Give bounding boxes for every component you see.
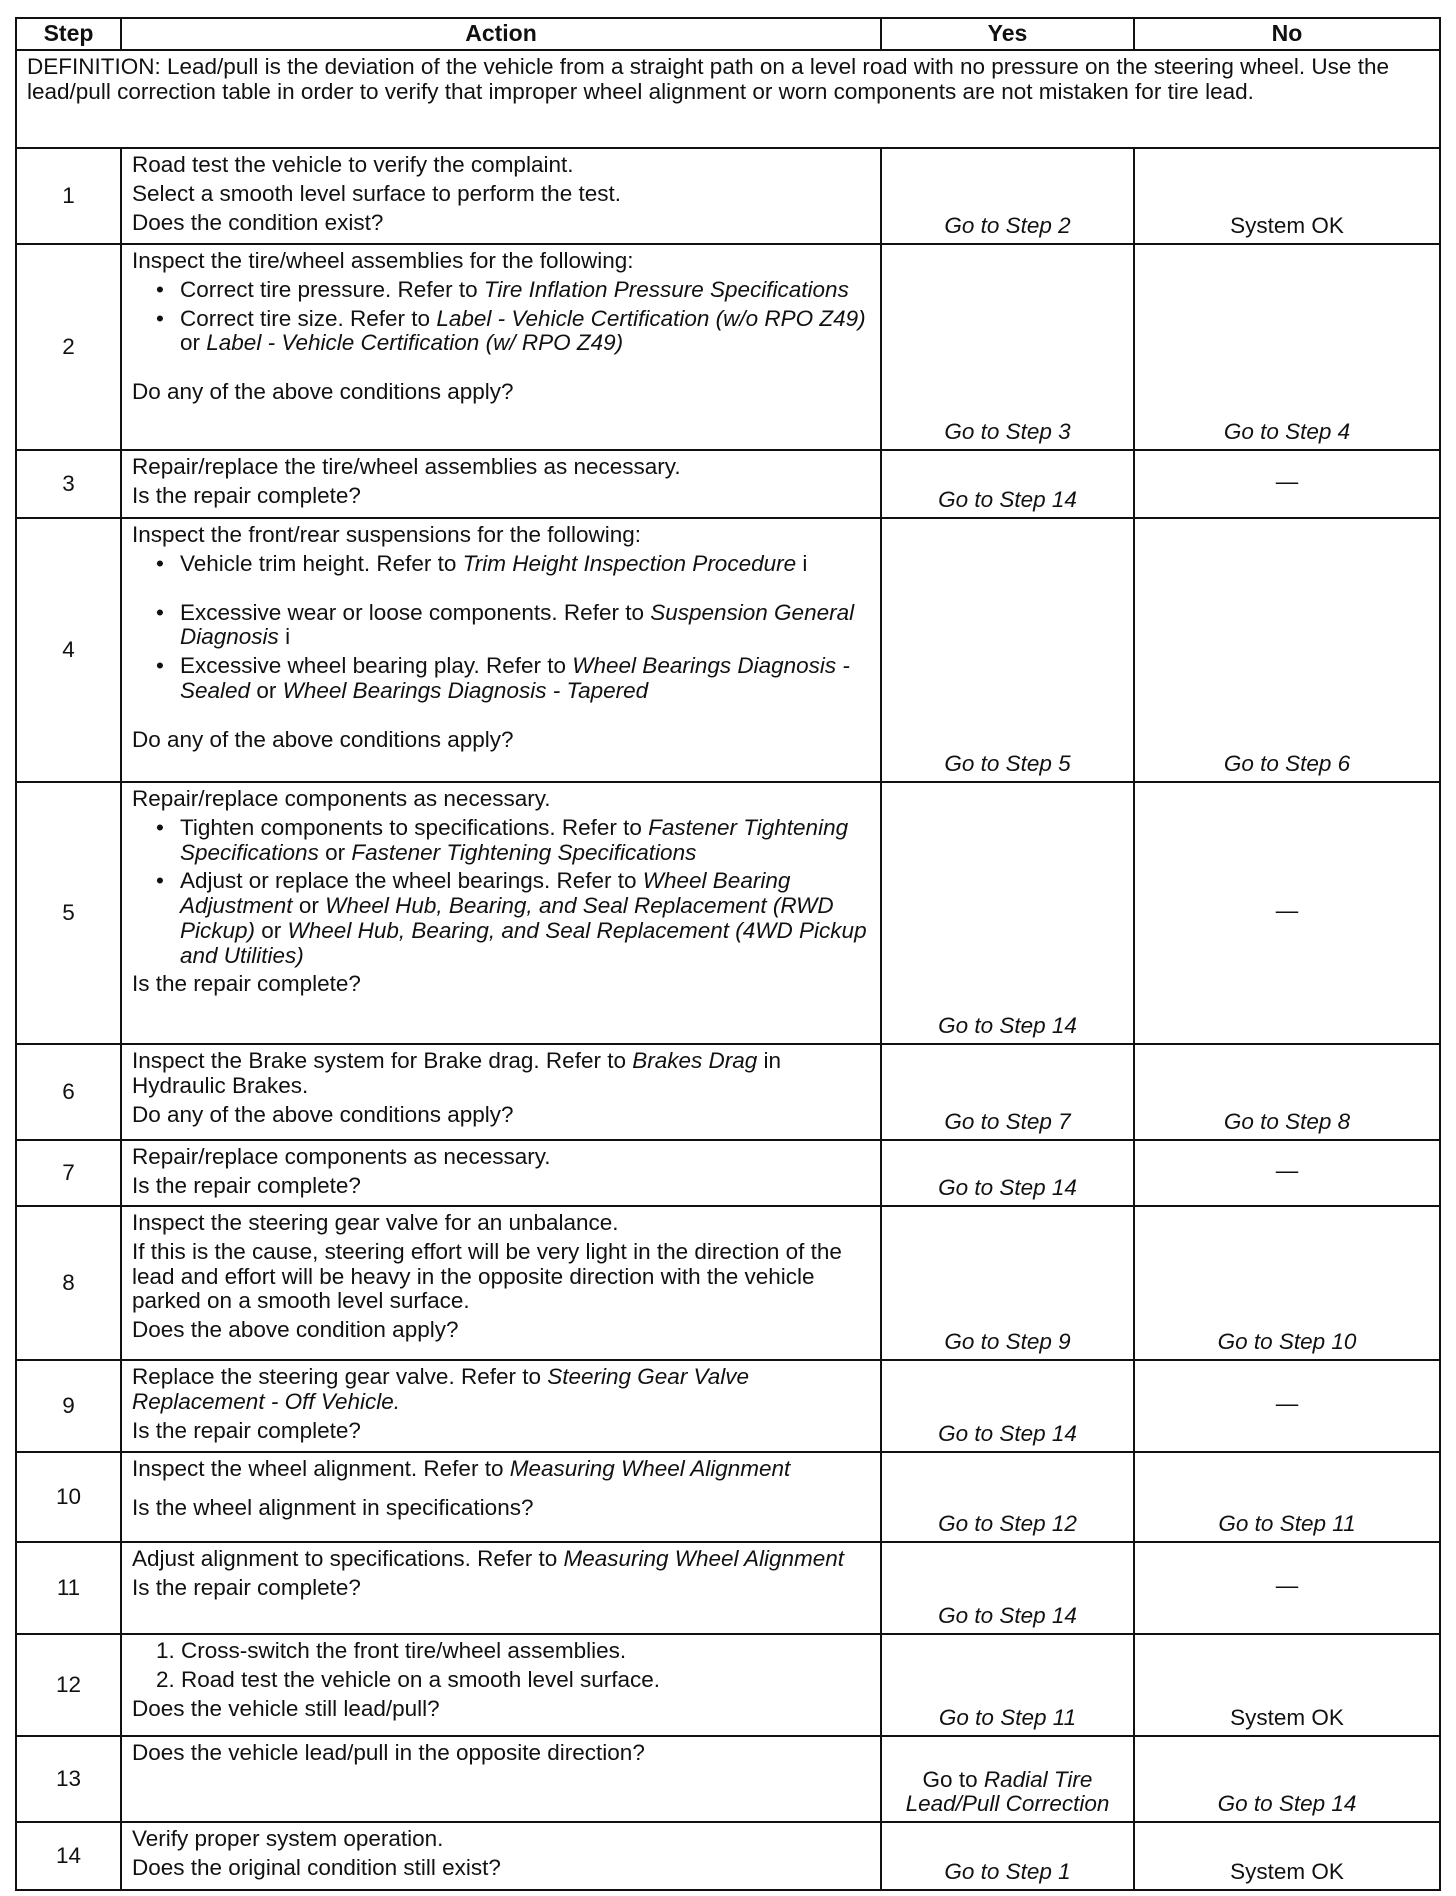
- item-text: Cross-switch the front tire/wheel assemblies.: [181, 1638, 627, 1663]
- reference-link: Brakes Drag: [632, 1048, 758, 1073]
- yes-cell: Go to Step 9: [881, 1206, 1134, 1360]
- diagnostic-table: [15, 17, 1441, 1891]
- yes-cell: Go to Step 14: [881, 782, 1134, 1044]
- action-question: Is the wheel alignment in specifications?: [132, 1494, 534, 1520]
- action-line: Road test the vehicle to verify the complaint.: [132, 152, 574, 177]
- no-cell: —: [1134, 1360, 1440, 1452]
- yes-cell: Go to Step 14: [881, 450, 1134, 518]
- step-number: 13: [16, 1736, 121, 1822]
- no-cell: —: [1134, 450, 1440, 518]
- no-cell: System OK: [1134, 1822, 1440, 1890]
- yes-cell: [881, 1736, 1134, 1822]
- intro-text: Inspect the Brake system for Brake drag. Refer to: [132, 1048, 633, 1073]
- bullet-item: [132, 307, 870, 357]
- bullet-text: or: [292, 893, 326, 918]
- table-row: [16, 1140, 1440, 1206]
- action-intro: Inspect the steering gear valve for an unbalance.: [132, 1210, 619, 1235]
- yes-cell: Go to Step 2: [881, 148, 1134, 244]
- reference-link: Fastener Tightening Specifications: [180, 814, 849, 865]
- step-number: 5: [16, 782, 121, 1044]
- bullet-text: i: [278, 624, 291, 650]
- action-intro: Verify proper system operation.: [132, 1826, 444, 1851]
- action-question: Is the repair complete?: [132, 1172, 361, 1198]
- bullet-text: or: [255, 917, 288, 943]
- yes-cell: Go to Step 1: [881, 1822, 1134, 1890]
- intro-text: Adjust alignment to specifications. Refer to: [132, 1546, 564, 1571]
- bullet-item: [132, 601, 870, 651]
- table-row: [16, 1206, 1440, 1360]
- bullet-text: Tighten components to specifications. Refer to: [180, 814, 649, 840]
- yes-text: Go to: [922, 1766, 984, 1792]
- action-question: Does the vehicle lead/pull in the opposite direction?: [132, 1740, 645, 1765]
- action-intro: [132, 1547, 870, 1572]
- bullet-item: [132, 552, 870, 577]
- reference-link: Wheel Hub, Bearing, and Seal Replacement (RWD Pickup): [180, 893, 834, 943]
- reference-link: Measuring Wheel Alignment: [509, 1456, 791, 1481]
- table-row: [16, 244, 1440, 450]
- reference-link: Radial Tire Lead/Pull Correction: [905, 1766, 1110, 1817]
- action-intro: Repair/replace the tire/wheel assemblies as necessary.: [132, 454, 681, 479]
- intro-text: Inspect the wheel alignment. Refer to: [132, 1456, 510, 1481]
- action-line: Select a smooth level surface to perform the test.: [132, 180, 621, 206]
- reference-link: Wheel Hub, Bearing, and Seal Replacement (4WD Pickup and Utilities): [180, 917, 867, 968]
- bullet-text: Excessive wheel bearing play. Refer to: [180, 653, 573, 678]
- step-number: 14: [16, 1822, 121, 1890]
- no-cell: —: [1134, 782, 1440, 1044]
- action-cell: [121, 1452, 881, 1542]
- action-cell: [121, 450, 881, 518]
- yes-cell: Go to Step 5: [881, 518, 1134, 782]
- no-cell: —: [1134, 1542, 1440, 1634]
- reference-link: Steering Gear Valve Replacement - Off Vehicle.: [132, 1364, 750, 1414]
- action-question: Is the repair complete?: [132, 1417, 361, 1443]
- bullet-text: Correct tire pressure. Refer to: [180, 276, 484, 302]
- bullet-text: Vehicle trim height. Refer to: [180, 550, 463, 576]
- reference-link: Wheel Bearings Diagnosis - Sealed: [180, 653, 850, 703]
- no-cell: System OK: [1134, 1634, 1440, 1736]
- yes-cell: Go to Step 7: [881, 1044, 1134, 1140]
- bullet-text: Excessive wear or loose components. Refer to: [180, 599, 651, 625]
- definition-text: DEFINITION: Lead/pull is the deviation of the vehicle from a straight path on a level road with no pressure on the steering wheel. Use the lead/pull correction table in order to verify that improper wheel alignment or worn components are not mistaken for tire lead.: [16, 50, 1440, 148]
- step-number: 2: [16, 244, 121, 450]
- definition-row: [16, 50, 1440, 148]
- reference-link: Trim Height Inspection Procedure: [462, 550, 797, 576]
- table-row: [16, 148, 1440, 244]
- step-number: 8: [16, 1206, 121, 1360]
- step-number: 1: [16, 148, 121, 244]
- header-step: Step: [16, 18, 121, 50]
- header-yes: Yes: [881, 18, 1134, 50]
- action-intro: [132, 1049, 870, 1099]
- item-number: 1.: [156, 1638, 175, 1663]
- step-number: 4: [16, 518, 121, 782]
- action-question: Does the above condition apply?: [132, 1317, 459, 1342]
- no-cell: Go to Step 6: [1134, 518, 1440, 782]
- step-number: 7: [16, 1140, 121, 1206]
- bullet-item: [132, 654, 870, 704]
- no-cell: Go to Step 4: [1134, 244, 1440, 450]
- yes-cell: Go to Step 11: [881, 1634, 1134, 1736]
- action-question: Is the repair complete?: [132, 971, 361, 997]
- table-row: [16, 1822, 1440, 1890]
- numbered-item: [132, 1668, 870, 1693]
- bullet-text: i: [796, 550, 808, 576]
- item-text: Road test the vehicle on a smooth level surface.: [181, 1666, 661, 1692]
- yes-cell: Go to Step 14: [881, 1140, 1134, 1206]
- action-cell: [121, 1736, 881, 1822]
- action-cell: [121, 782, 881, 1044]
- action-question: Does the condition exist?: [132, 209, 384, 235]
- action-intro: Repair/replace components as necessary.: [132, 786, 551, 811]
- bullet-text: or: [180, 330, 207, 356]
- no-cell: Go to Step 8: [1134, 1044, 1440, 1140]
- action-intro: Inspect the tire/wheel assemblies for the following:: [132, 248, 634, 273]
- action-detail: If this is the cause, steering effort will be very light in the direction of the lead and effort will be heavy in the opposite direction with the vehicle parked on a smooth level surface.: [132, 1238, 842, 1314]
- action-question: Do any of the above conditions apply?: [132, 1101, 514, 1127]
- yes-cell: Go to Step 14: [881, 1360, 1134, 1452]
- bullet-text: Adjust or replace the wheel bearings. Refer to: [180, 868, 643, 894]
- reference-link: Label - Vehicle Certification (w/o RPO Z49): [436, 305, 866, 331]
- step-number: 9: [16, 1360, 121, 1452]
- reference-link: Wheel Bearings Diagnosis - Tapered: [282, 677, 649, 703]
- action-question: Do any of the above conditions apply?: [132, 379, 514, 404]
- no-cell: System OK: [1134, 148, 1440, 244]
- yes-cell: Go to Step 3: [881, 244, 1134, 450]
- no-cell: —: [1134, 1140, 1440, 1206]
- no-cell: Go to Step 14: [1134, 1736, 1440, 1822]
- table-row: [16, 1360, 1440, 1452]
- table-row: [16, 782, 1440, 1044]
- table-row: [16, 1452, 1440, 1542]
- action-cell: [121, 1360, 881, 1452]
- header-action: Action: [121, 18, 881, 50]
- table-row: [16, 1044, 1440, 1140]
- table-row: [16, 1634, 1440, 1736]
- step-number: 12: [16, 1634, 121, 1736]
- no-cell: Go to Step 10: [1134, 1206, 1440, 1360]
- reference-link: Wheel Bearing Adjustment: [180, 868, 791, 918]
- action-question: Does the vehicle still lead/pull?: [132, 1695, 440, 1721]
- action-cell: [121, 1634, 881, 1736]
- yes-cell: Go to Step 14: [881, 1542, 1134, 1634]
- numbered-item: [132, 1639, 870, 1664]
- action-cell: [121, 1206, 881, 1360]
- bullet-text: or: [250, 677, 283, 703]
- yes-cell: Go to Step 12: [881, 1452, 1134, 1542]
- no-cell: Go to Step 11: [1134, 1452, 1440, 1542]
- bullet-text: Correct tire size. Refer to: [180, 305, 437, 331]
- action-question: Is the repair complete?: [132, 1574, 361, 1600]
- step-number: 11: [16, 1542, 121, 1634]
- table-row: [16, 450, 1440, 518]
- action-intro: [132, 1457, 870, 1482]
- reference-link: Fastener Tightening Specifications: [351, 839, 697, 865]
- intro-text: Replace the steering gear valve. Refer to: [132, 1364, 548, 1389]
- action-intro: Repair/replace components as necessary.: [132, 1144, 551, 1169]
- reference-link: Tire Inflation Pressure Specifications: [483, 276, 849, 302]
- action-question: Is the repair complete?: [132, 482, 361, 508]
- header-row: [16, 18, 1440, 50]
- table-row: [16, 1542, 1440, 1634]
- action-cell: [121, 1542, 881, 1634]
- action-question: Does the original condition still exist?: [132, 1854, 501, 1880]
- reference-link: Suspension General Diagnosis: [180, 599, 855, 650]
- intro-text: in Hydraulic Brakes.: [132, 1048, 782, 1098]
- action-intro: [132, 1365, 870, 1415]
- step-number: 10: [16, 1452, 121, 1542]
- bullet-text: or: [318, 839, 352, 865]
- action-question: Do any of the above conditions apply?: [132, 726, 514, 752]
- reference-link: Label - Vehicle Certification (w/ RPO Z49): [206, 330, 624, 356]
- step-number: 3: [16, 450, 121, 518]
- action-cell: [121, 1822, 881, 1890]
- table-row: [16, 1736, 1440, 1822]
- table-row: [16, 518, 1440, 782]
- action-cell: [121, 244, 881, 450]
- bullet-item: [132, 869, 870, 968]
- action-intro: Inspect the front/rear suspensions for the following:: [132, 522, 642, 547]
- item-number: 2.: [156, 1666, 175, 1692]
- action-cell: [121, 1044, 881, 1140]
- bullet-item: [132, 278, 870, 303]
- action-cell: [121, 518, 881, 782]
- header-no: No: [1134, 18, 1440, 50]
- step-number: 6: [16, 1044, 121, 1140]
- action-cell: [121, 148, 881, 244]
- bullet-item: [132, 816, 870, 866]
- action-cell: [121, 1140, 881, 1206]
- reference-link: Measuring Wheel Alignment: [563, 1546, 845, 1571]
